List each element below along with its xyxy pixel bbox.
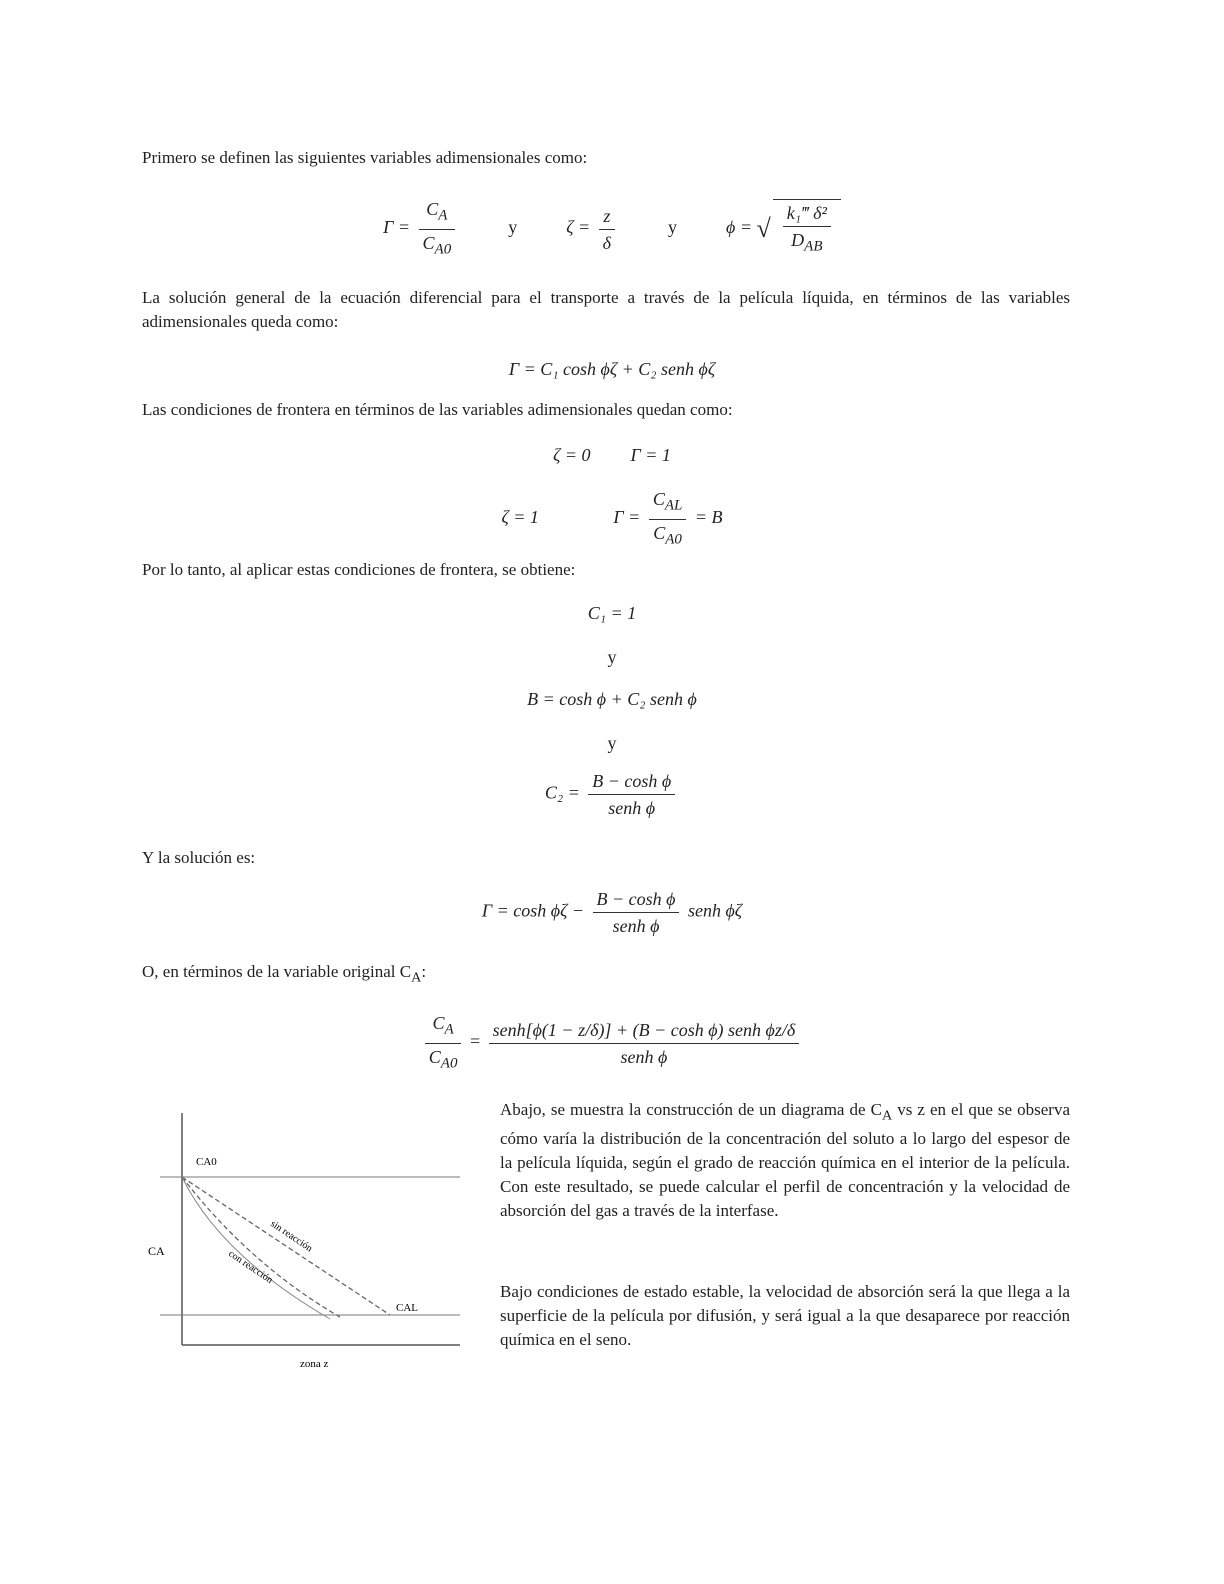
equation-c2: C₂ = $\frac{\text{B − cosh ϕ}}{\text{senh ϕ}}$ xyxy=(0,768,1224,821)
equation-dimensionless-variables xyxy=(0,196,1224,262)
paragraph-general-solution: La solución general de la ecuación diferencial para el transporte a través de la película líquida, en términos de las variables adimensionales queda como: xyxy=(142,288,1070,331)
xi-definition: ζ = xyxy=(566,217,595,238)
equation-bc-2: ζ = 1 Γ = $\frac{C_{AL}}{C_{A0}}$ = B xyxy=(0,486,1224,552)
label-line-reaction: con reacción xyxy=(226,1248,275,1286)
paragraph-boundary-conditions: Las condiciones de frontera en términos de las variables adimensionales quedan como: xyxy=(142,400,733,419)
conjunction-y: y xyxy=(607,647,617,667)
conjunction-y: y xyxy=(607,733,617,753)
equation-c2-relation: B = cosh ϕ + C₂ senh ϕ xyxy=(527,689,697,709)
label-line-no-reaction: sin reacción xyxy=(268,1218,315,1255)
phi-definition: ϕ = xyxy=(726,217,757,238)
equation-c1: C₁ = 1 xyxy=(587,603,637,623)
paragraph-definitions-intro: Primero se definen las siguientes variables adimensionales como: xyxy=(142,148,588,167)
paragraph-original-variable: O, en términos de la variable original $C_A$: xyxy=(142,962,427,986)
profile-no-reaction xyxy=(182,1177,390,1315)
gamma-definition: Γ = xyxy=(383,217,415,238)
equation-bc-1: ζ = 0 Γ = 1 xyxy=(553,445,671,465)
equation-solution: Γ = cosh ϕζ − $\frac{\text{B − cosh ϕ}}{\text{senh ϕ}}$ senh ϕζ xyxy=(0,886,1224,939)
paragraph-solution: Y la solución es: xyxy=(142,848,256,867)
label-top: CA0 xyxy=(196,1156,217,1168)
equation-final: $\frac{C_A}{C_{A0}}$ = $\frac{\text{senh[ϕ(1 − z/δ)] + (B − cosh ϕ) senh ϕz/δ}}{\text{senh ϕ}}$ xyxy=(0,1010,1224,1076)
paragraph-apply-conditions: Por lo tanto, al aplicar estas condiciones de frontera, se obtiene: xyxy=(142,560,576,579)
conjunction-y: y xyxy=(508,217,518,238)
equation-general-solution: Γ = C₁ cosh ϕζ + C₂ senh ϕζ xyxy=(508,359,716,379)
x-axis-label: zona z xyxy=(300,1358,329,1370)
label-right: CAL xyxy=(396,1302,418,1314)
conjunction-y: y xyxy=(668,217,678,238)
y-axis-label: CA xyxy=(148,1244,165,1258)
gamma-fraction: $\frac{C_A}{C_{A0}}$ xyxy=(419,196,456,262)
concentration-profile-figure xyxy=(140,1105,480,1375)
paragraph-steady-state: Bajo condiciones de estado estable, la velocidad de absorción será la que llega a la superficie de la película por difusión, y será igual a la que desaparece por reacción química en el seno. xyxy=(500,1282,1070,1349)
phi-radicand: $\frac{\text{k₁‴ δ²}}{D_{AB}}$ xyxy=(773,199,841,260)
xi-fraction: $\frac{z}{\delta}$ xyxy=(599,203,615,256)
profile-with-reaction xyxy=(182,1177,340,1317)
sqrt-symbol: √ xyxy=(756,214,771,244)
paragraph-diagram-description: Abajo, se muestra la construcción de un diagrama de $C_A$ vs z en el que se observa cómo varía la distribución de la concentración del soluto a lo largo del espesor de la película líquida, según el grado de reacción química en el interior de la película. Con este resultado, se puede calcular el perfil de concentración y la velocidad de absorción del gas a través de la interfase. xyxy=(500,1100,1070,1221)
